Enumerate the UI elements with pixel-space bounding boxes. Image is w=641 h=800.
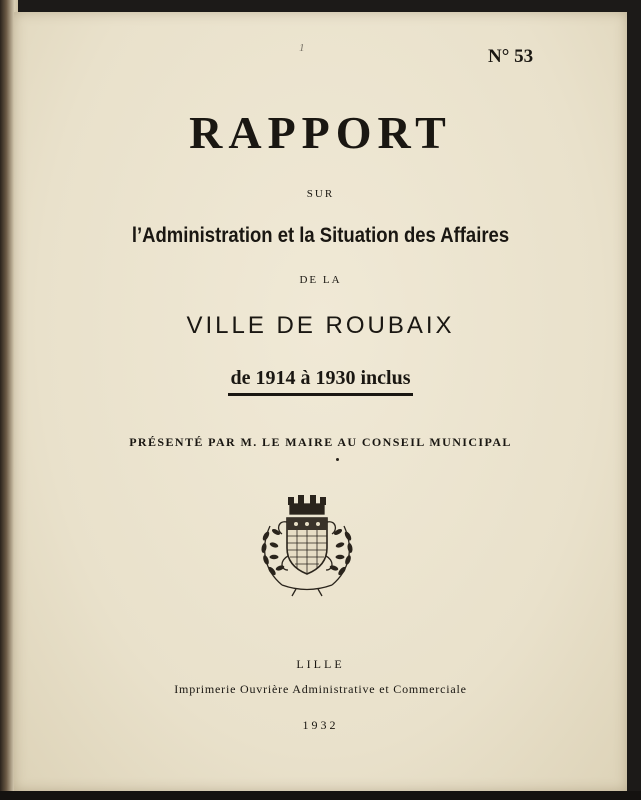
title-page — [14, 12, 627, 791]
report-number: N° 53 — [488, 46, 534, 67]
ink-dot — [336, 458, 339, 461]
report-subject: l’Administration et la Situation des Affaires — [131, 224, 510, 247]
printer-name: Imprimerie Ouvrière Administrative et Commerciale — [174, 682, 467, 696]
period-heading — [14, 367, 627, 396]
period-dates: de 1914 à 1930 inclus — [228, 367, 412, 396]
coat-of-arms-icon — [252, 490, 362, 600]
pencil-annotation: 1 — [299, 42, 305, 54]
publication-year: 1932 — [302, 718, 339, 732]
bottom-edge-shadow — [0, 791, 641, 800]
subtitle-connector-sur: SUR — [306, 188, 335, 200]
city-name: VILLE DE ROUBAIX — [186, 312, 455, 339]
document-title: RAPPORT — [189, 107, 452, 158]
subtitle-connector-de-la: DE LA — [299, 274, 342, 286]
presented-by: PRÉSENTÉ PAR M. LE MAIRE AU CONSEIL MUNICIPAL — [129, 435, 512, 449]
publication-place: LILLE — [296, 657, 345, 671]
